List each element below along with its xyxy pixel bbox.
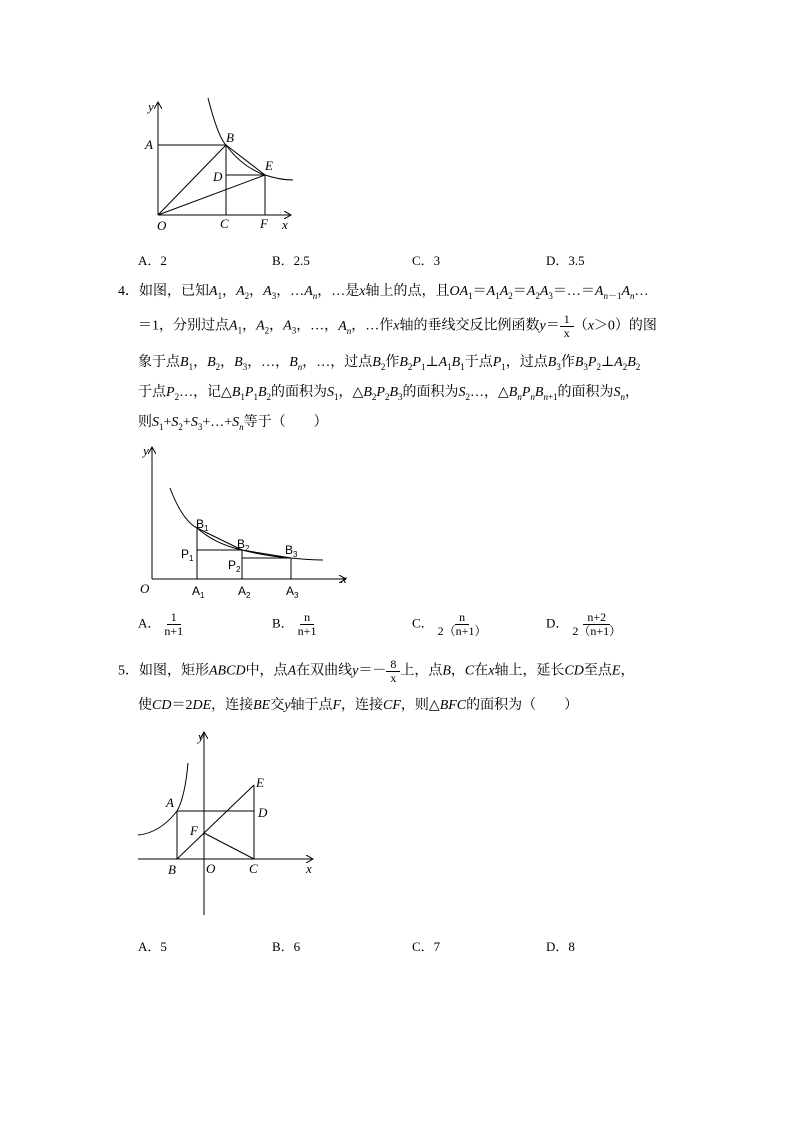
label-e: E — [256, 775, 264, 790]
q5-option-c[interactable]: C．7 — [412, 939, 441, 954]
label-b2: $B_2$ — [237, 537, 250, 553]
q5-figure — [130, 725, 325, 920]
label-b: B — [226, 130, 234, 145]
label-c: C — [220, 216, 229, 231]
label-y: y — [143, 443, 149, 458]
label-d: D — [213, 169, 223, 184]
q3-figure — [130, 95, 305, 235]
q4-option-b[interactable]: B． $\frac{n}{n+1}$ — [272, 610, 317, 638]
label-p2: $P_2$ — [228, 558, 241, 574]
label-x: x — [306, 861, 312, 876]
q3-option-a[interactable]: A．2 — [138, 253, 167, 268]
label-d: D — [258, 805, 268, 820]
q4-option-d[interactable]: D． $\frac{n+2}{2(n+1)}$ — [546, 610, 622, 638]
q4-line4: 于点$P_2\dots$，记$\triangle B_1P_1B_2$的面积为$S_1$，$\triangle B_2P_2B_3$的面积为$S_2\dots$，$\triangle B_nP_nB_{n+1}$的面积为$S_n$， — [138, 385, 640, 402]
label-b1: $B_1$ — [196, 517, 209, 533]
q4-option-c[interactable]: C． $\frac{n}{2(n+1)}$ — [412, 610, 487, 638]
q3-option-c[interactable]: C．3 — [412, 253, 441, 268]
label-b: B — [168, 862, 176, 877]
q4-line3: 象于点$B_1$，$B_2$，$B_3$，…，$B_n$，…，过点$B_2$作$B_2P_1\perp A_1B_1$于点$P_1$，过点$B_3$作$B_3P_2\perp A_2B_2$ — [138, 355, 641, 372]
label-o: O — [157, 218, 167, 233]
q5-option-d[interactable]: D．8 — [546, 939, 575, 954]
q4-line2: ＝1，分别过点$A_1$，$A_2$，$A_3$，…，$A_n$，…作x轴的垂线交反比例函数y＝ $\frac{1}{x}$ （x＞0）的图 — [138, 312, 657, 340]
q4-figure — [130, 440, 360, 605]
label-a: A — [145, 137, 153, 152]
label-a: A — [166, 795, 174, 810]
label-f: F — [190, 823, 198, 838]
label-o: O — [206, 861, 216, 876]
hyperbola-curve — [208, 98, 293, 180]
label-y: y — [198, 729, 204, 744]
label-o: O — [140, 581, 150, 596]
q3-option-d[interactable]: D．3.5 — [546, 253, 585, 268]
label-c: C — [249, 861, 258, 876]
q5-line1: 5．如图，矩形ABCD中，点A在双曲线y＝－ $\frac{8}{x}$ 上，点B，C在x轴上，延长CD至点E， — [118, 657, 635, 685]
label-x: x — [282, 217, 288, 232]
label-f: F — [260, 216, 268, 231]
label-p1: $P_1$ — [181, 547, 194, 563]
q4-line1: 4．如图，已知$A_1$，$A_2$，$A_3$，$\dots A_n$，…是x轴上的点，且$OA_1=A_1A_2=A_2A_3=\dots=A_{n-1}A_n\dots$ — [118, 284, 649, 301]
label-a3: $A_3$ — [286, 584, 299, 600]
q4-line5: 则$S_1+S_2+S_3+\dots+S_n$等于（ ） — [138, 415, 328, 432]
q5-line2: 使CD＝2DE，连接BE交y轴于点F，连接CF，则△BFC的面积为（ ） — [138, 698, 579, 713]
label-a1: $A_1$ — [192, 584, 205, 600]
label-y: y — [148, 99, 154, 114]
label-a2: $A_2$ — [238, 584, 251, 600]
label-x: x — [341, 571, 347, 586]
q4-option-a[interactable]: A． $\frac{1}{n+1}$ — [138, 610, 184, 638]
label-e: E — [265, 158, 273, 173]
q3-option-b[interactable]: B．2.5 — [272, 253, 310, 268]
label-b3: $B_3$ — [285, 543, 298, 559]
q5-option-b[interactable]: B．6 — [272, 939, 301, 954]
q5-option-a[interactable]: A．5 — [138, 939, 167, 954]
